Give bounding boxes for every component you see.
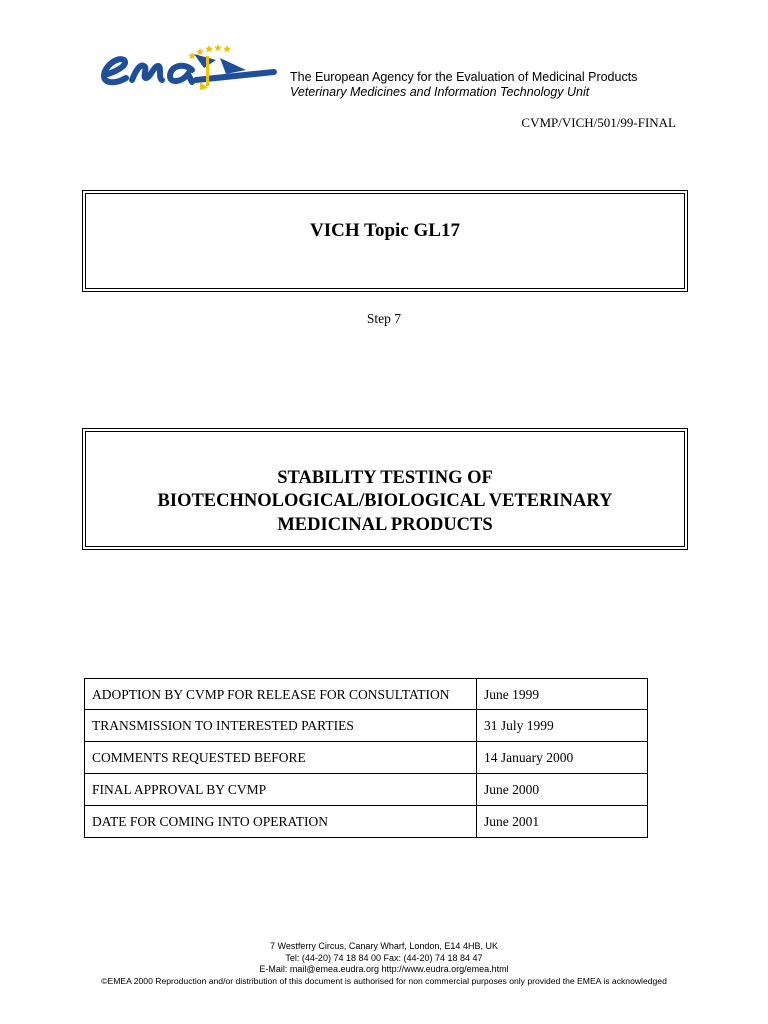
table-row	[85, 806, 648, 838]
agency-name: The European Agency for the Evaluation of Medicinal Products	[290, 70, 638, 84]
row-label: ADOPTION BY CVMP FOR RELEASE FOR CONSULTATION	[85, 679, 477, 710]
table-row	[85, 710, 648, 742]
title-line-3: MEDICINAL PRODUCTS	[277, 514, 493, 535]
footer-contact: E-Mail: mail@emea.eudra.org http://www.eudra.org/emea.html	[259, 964, 509, 974]
dates-table	[84, 678, 648, 838]
emea-logo	[96, 40, 280, 96]
title-box-inner	[85, 431, 685, 547]
table-row	[85, 742, 648, 774]
title-line-2: BIOTECHNOLOGICAL/BIOLOGICAL VETERINARY	[157, 491, 613, 512]
footer	[0, 941, 768, 987]
row-date: June 1999	[477, 679, 648, 710]
topic-box	[82, 190, 688, 292]
topic-box-inner	[85, 193, 685, 289]
title-box	[82, 428, 688, 550]
row-label: DATE FOR COMING INTO OPERATION	[85, 806, 477, 838]
footer-address: 7 Westferry Circus, Canary Wharf, London, E14 4HB, UK	[270, 941, 498, 951]
agency-header	[290, 70, 637, 100]
title-line-1: STABILITY TESTING OF	[277, 467, 493, 488]
footer-copyright: ©EMEA 2000 Reproduction and/or distribution of this document is authorised for non commercial purposes only provided the EMEA is acknowledged	[101, 975, 667, 986]
document-reference: CVMP/VICH/501/99-FINAL	[521, 115, 676, 130]
table-row	[85, 774, 648, 806]
row-label: TRANSMISSION TO INTERESTED PARTIES	[85, 710, 477, 742]
step-label: Step 7	[366, 311, 402, 326]
row-label: FINAL APPROVAL BY CVMP	[85, 774, 477, 806]
row-date: June 2000	[477, 774, 648, 806]
row-date: 31 July 1999	[477, 710, 648, 742]
emea-logo-icon	[96, 40, 280, 96]
table-row	[85, 679, 648, 710]
row-label: COMMENTS REQUESTED BEFORE	[85, 742, 477, 774]
footer-phone: Tel: (44-20) 74 18 84 00 Fax: (44-20) 74 18 84 47	[285, 952, 483, 963]
row-date: 14 January 2000	[477, 742, 648, 774]
unit-name: Veterinary Medicines and Information Technology Unit	[290, 85, 590, 99]
topic-title: VICH Topic GL17	[310, 220, 460, 241]
row-date: June 2001	[477, 806, 648, 838]
